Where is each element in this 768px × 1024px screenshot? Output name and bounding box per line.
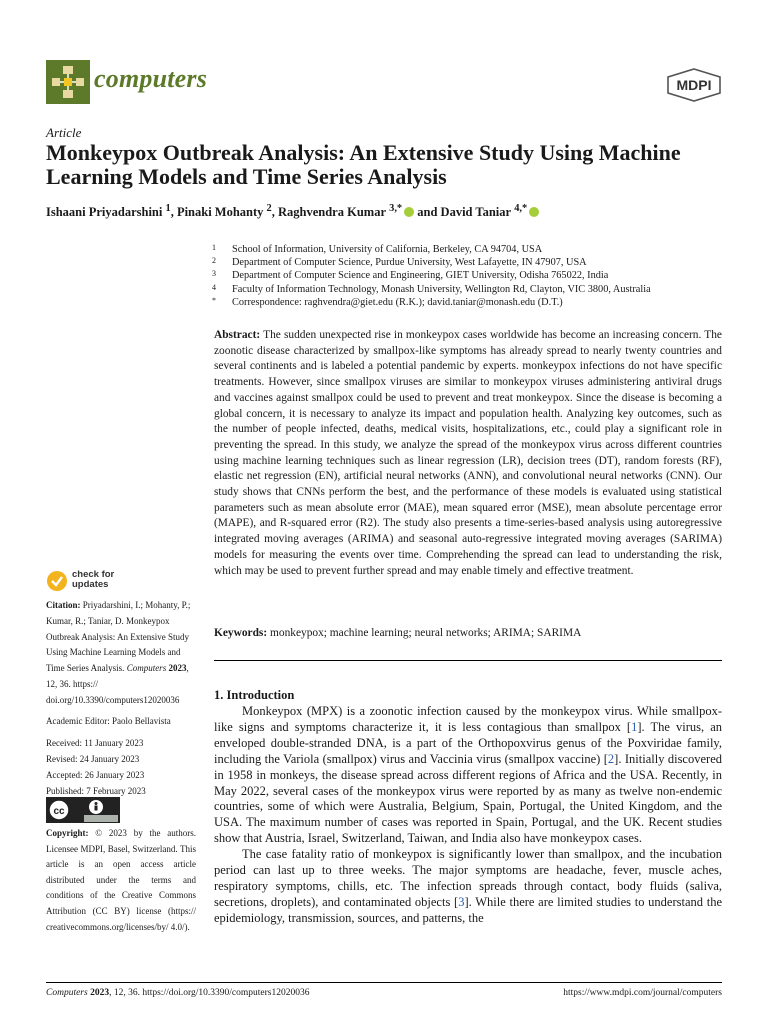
reference-link[interactable]: 3: [458, 894, 465, 909]
author-separator: ,: [271, 205, 278, 220]
article-type: Article: [46, 125, 82, 140]
citation-year: 2023: [168, 663, 187, 674]
paragraph-text: ]. While there are limited studies to understand the epidemiology, transmission, sources, and patterns, the: [214, 894, 722, 925]
orcid-icon[interactable]: [529, 207, 539, 217]
journal-logo-icon: [46, 60, 90, 104]
reference-link[interactable]: 1: [631, 719, 638, 734]
correspondence: [210, 296, 730, 309]
footer-citation: [46, 988, 309, 998]
keywords: [214, 627, 722, 639]
author-name: David Taniar: [440, 205, 512, 220]
author-name: Raghvendra Kumar: [278, 205, 386, 220]
keywords-label: Keywords:: [214, 627, 268, 639]
revised-date: Revised: 24 January 2023: [46, 754, 140, 765]
cc-by-license-icon[interactable]: [46, 797, 120, 823]
check-updates-line1: check for: [72, 569, 115, 580]
copyright-notice: [46, 826, 196, 935]
check-updates-icon: [46, 570, 68, 592]
sidebar-info: [46, 598, 194, 800]
author-name: Ishaani Priyadarshini: [46, 205, 163, 220]
check-updates-label: [72, 570, 114, 590]
check-updates-line2: updates: [72, 579, 109, 590]
footer-doi[interactable]: , 12, 36. https://doi.org/10.3390/computers12020036: [109, 988, 310, 998]
citation: [46, 598, 194, 709]
footer-journal-url[interactable]: https://www.mdpi.com/journal/computers: [563, 988, 722, 998]
author-affil-mark: 3,*: [389, 203, 403, 214]
affiliation-item: [210, 256, 730, 269]
citation-label: Citation:: [46, 600, 81, 610]
published-date: Published: 7 February 2023: [46, 785, 146, 796]
accepted-date: Accepted: 26 January 2023: [46, 769, 145, 780]
copyright-label: Copyright:: [46, 828, 89, 838]
abstract: [214, 328, 722, 579]
author-name: Pinaki Mohanty: [176, 205, 264, 220]
orcid-icon[interactable]: [404, 207, 414, 217]
footer-divider: [46, 982, 722, 983]
correspondence-text[interactable]: Correspondence: raghvendra@giet.edu (R.K.); david.taniar@monash.edu (D.T.): [232, 296, 563, 308]
abstract-label: Abstract:: [214, 329, 261, 341]
copyright-text: © 2023 by the authors. Licensee MDPI, Basel, Switzerland. This article is an open access article distributed under the terms and conditions of the Creative Commons Attribution (CC BY) license (https:// creativecommons.org/licenses/by/ 4.0/).: [46, 828, 197, 932]
affiliation-text: Department of Computer Science and Engineering, GIET University, Odisha 765022, India: [232, 270, 609, 282]
check-for-updates-button[interactable]: [46, 570, 186, 592]
affiliation-text: School of Information, University of California, Berkeley, CA 94704, USA: [232, 244, 543, 255]
affiliations: [210, 243, 730, 309]
author-list: [46, 203, 726, 220]
academic-editor: Academic Editor: Paolo Bellavista: [46, 715, 171, 726]
publisher-name: MDPI: [676, 77, 712, 93]
paragraph-text: The case fatality ratio of monkeypox is significantly lower than smallpox, and the incubation period can last up to three weeks. The major symptoms are headache, fever, muscle aches, respiratory symptoms, chills, etc. The infection spreads through contact, body fluids (saliva, secretions, droplets), and contaminated objects [: [214, 847, 722, 909]
affiliation-text: Faculty of Information Technology, Monash University, Wellington Rd, Clayton, VIC 3800, Australia: [232, 283, 651, 295]
affiliation-item: [210, 243, 730, 256]
keywords-text: monkeypox; machine learning; neural networks; ARIMA; SARIMA: [270, 627, 582, 639]
reference-link[interactable]: 2: [607, 751, 615, 766]
footer-journal: Computers: [46, 988, 88, 998]
citation-journal: Computers: [126, 663, 167, 674]
citation-doi-link[interactable]: https:// doi.org/10.3390/computers12020036: [46, 678, 180, 705]
publisher-logo-icon: [666, 68, 722, 102]
affiliation-text: Department of Computer Science, Purdue University, West Lafayette, IN 47907, USA: [232, 257, 587, 269]
journal-name: computers: [94, 64, 208, 93]
author-affil-mark: 4,*: [514, 203, 528, 214]
affiliation-mark: 2: [212, 256, 216, 266]
body-text: [214, 704, 722, 927]
abstract-text: The sudden unexpected rise in monkeypox cases worldwide has become an increasing concern. The zoonotic disease characterized by smallpox-like symptoms has already spread to nearly twenty countries and several continents and is labeled a potential pandemic by experts. monkeypox infections do not have specific treatments. However, since smallpox viruses are similar to monkeypox viruses administering antiviral drugs and vaccines against smallpox could be used to prevent and treat monkeypox. Since the disease is becoming a global concern, it is necessary to analyze its impact and population health. Analyzing key outcomes, such as the number of people infected, deaths, medical visits, hospitalizations, etc., could play a significant role in preventing the spread. In this study, we analyze the spread of the monkeypox virus across different countries using machine learning techniques such as linear regression (LR), decision trees (DT), random forests (RF), elastic net regression (EN), artificial neural networks (ANN), and convolutional neural networks (CNN). Our study shows that CNNs perform the best, and the performance of these models is evaluated using statistical parameters such as mean absolute error (MAE), mean squared error (MSE), mean absolute percentage error (MAPE), and R-squared error (R2). The study also presents a time-series-based analysis using autoregressive integrated moving averages (ARIMA) and seasonal auto-regressive integrated moving averages (SARIMA) models for measuring the events over time. Comprehending the spread can lead to understanding the risk, which may be used to prevent further spread and may enable timely and effective treatment.: [214, 329, 722, 577]
section-heading: 1. Introduction: [214, 688, 295, 702]
paragraph-text: ]. The virus, an enveloped double-stranded DNA, is a part of the Orthopoxvirus genus of the Poxviridae family, including the Variola (smallpox) virus and Vaccinia virus (smallpox vaccine) [: [214, 719, 722, 766]
author-affil-mark: 2: [266, 203, 272, 214]
paragraph: [214, 704, 722, 847]
paragraph-text: ]. Initially discovered in 1958 in monkeys, the disease spread across different regions of Africa and the USA. Recently, in May 2022, several cases of the monkeypox virus were reported by as many as twelve non-endemic countries, some of which were Australia, Belgium, Spain, Portugal, the United Kingdom, and the USA. The maximum number of cases was reported in Spain, Portugal, and the UK. Recent studies show that Austria, Israel, Switzerland, Taiwan, and India also have monkeypox cases.: [214, 751, 722, 846]
affiliation-mark: *: [212, 295, 216, 305]
citation-text: Priyadarshini, I.; Mohanty, P.; Kumar, R.; Taniar, D. Monkeypox Outbreak Analysis: An Extensive Study Using Machine Learning Models and Time Series Analysis.: [46, 600, 191, 674]
paragraph: [214, 847, 722, 927]
affiliation-mark: 1: [212, 243, 216, 252]
paragraph-text: Monkeypox (MPX) is a zoonotic infection caused by the monkeypox virus. While smallpox-like signs and symptoms characterize it, it is less contagious than smallpox [: [214, 704, 722, 734]
author-affil-mark: 1: [165, 203, 171, 214]
affiliation-mark: 3: [212, 269, 216, 279]
author-separator: ,: [170, 205, 177, 220]
paper-title: Monkeypox Outbreak Analysis: An Extensive Study Using Machine Learning Models and Time Series Analysis: [46, 140, 681, 189]
affiliation-item: [210, 283, 730, 296]
received-date: Received: 11 January 2023: [46, 738, 144, 749]
citation-volume: , 12, 36.: [46, 663, 189, 689]
author-conjunction: and: [417, 205, 438, 220]
footer-year: 2023: [90, 988, 110, 998]
svg-text:cc: cc: [53, 806, 65, 817]
affiliation-mark: 4: [212, 282, 216, 292]
divider: [214, 660, 722, 661]
affiliation-item: [210, 269, 730, 282]
